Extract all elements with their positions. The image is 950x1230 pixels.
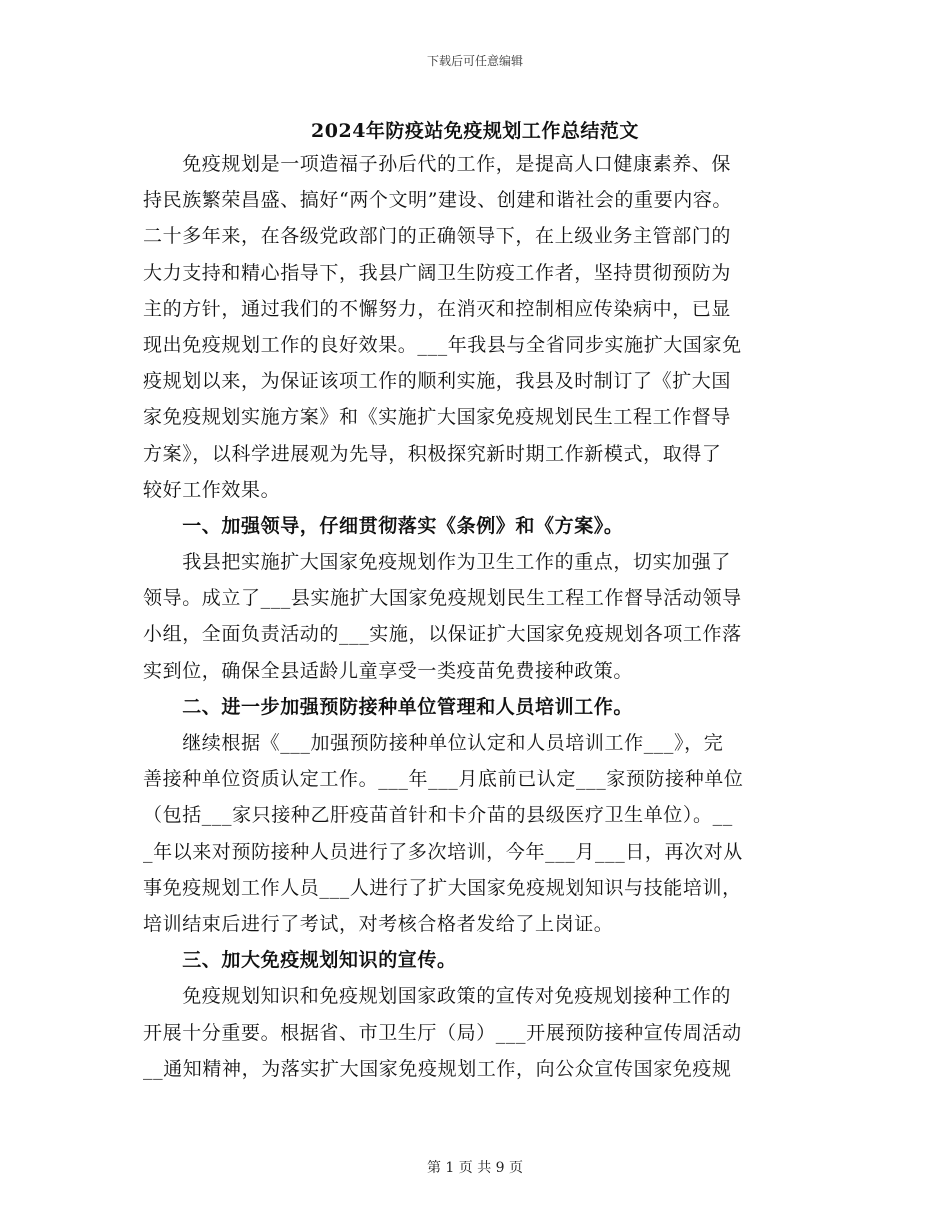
paragraph-line: 方案》，以科学进展观为先导，积极探究新时期工作新模式，取得了 xyxy=(143,442,722,465)
paragraph-line: 现出免疫规划工作的良好效果。___年我县与全省同步实施扩大国家免 xyxy=(143,333,742,356)
paragraph-line: 二十多年来，在各级党政部门的正确领导下，在上级业务主管部门的 xyxy=(143,225,732,248)
paragraph-line: 大力支持和精心指导下，我县广阔卫生防疫工作者，坚持贯彻预防为 xyxy=(143,261,732,284)
section-heading-line: 二、进一步加强预防接种单位管理和人员培训工作。 xyxy=(143,695,634,718)
paragraph-line: 开展十分重要。根据省、市卫生厅（局）___开展预防接种宣传周活动 xyxy=(143,1021,742,1044)
section-heading-line: 三、加大免疫规划知识的宣传。 xyxy=(143,949,457,972)
paragraph-line: 事免疫规划工作人员___人进行了扩大国家免疫规划知识与技能培训， xyxy=(143,876,742,899)
section-heading-line: 一、加强领导，仔细贯彻落实《条例》和《方案》。 xyxy=(143,514,624,537)
paragraph-line: 较好工作效果。 xyxy=(143,478,281,501)
paragraph-line: 领导。成立了___县实施扩大国家免疫规划民生工程工作督导活动领导 xyxy=(143,587,742,610)
paragraph-line: _年以来对预防接种人员进行了多次培训，今年___月___日，再次对从 xyxy=(143,840,743,863)
paragraph-line: 培训结束后进行了考试，对考核合格者发给了上岗证。 xyxy=(143,912,614,935)
paragraph-line: 免疫规划是一项造福子孙后代的工作，是提高人口健康素养、保 xyxy=(143,153,732,175)
paragraph-line: 继续根据《___加强预防接种单位认定和人员培训工作___》，完 xyxy=(143,732,724,754)
paragraph-line: 持民族繁荣昌盛、搞好“两个文明”建设、创建和谐社会的重要内容。 xyxy=(143,189,733,212)
paragraph-line: __通知精神，为落实扩大国家免疫规划工作，向公众宣传国家免疫规 xyxy=(143,1057,732,1080)
paragraph-line: 善接种单位资质认定工作。___年___月底前已认定___家预防接种单位 xyxy=(143,768,744,791)
page-footer: 第 1 页 共 9 页 xyxy=(426,1160,524,1176)
paragraph-line: 主的方针，通过我们的不懈努力，在消灭和控制相应传染病中，已显 xyxy=(143,297,732,320)
paragraph-line: 小组，全面负责活动的___实施，以保证扩大国家免疫规划各项工作落 xyxy=(143,623,742,646)
paragraph-line: 我县把实施扩大国家免疫规划作为卫生工作的重点，切实加强了 xyxy=(143,551,732,574)
document-title: 2024年防疫站免疫规划工作总结范文 xyxy=(311,120,639,142)
paragraph-line: （包括___家只接种乙肝疫苗首针和卡介苗的县级医疗卫生单位）。__ xyxy=(143,804,733,827)
document-body xyxy=(143,146,807,1087)
page-header: 下载后可任意编辑 xyxy=(426,54,523,68)
paragraph-line: 免疫规划知识和免疫规划国家政策的宣传对免疫规划接种工作的 xyxy=(143,985,732,1008)
paragraph-line: 家免疫规划实施方案》和《实施扩大国家免疫规划民生工程工作督导 xyxy=(143,406,732,429)
paragraph-line: 疫规划以来，为保证该项工作的顺利实施，我县及时制订了《扩大国 xyxy=(143,370,732,393)
paragraph-line: 实到位，确保全县适龄儿童享受一类疫苗免费接种政策。 xyxy=(143,659,634,682)
